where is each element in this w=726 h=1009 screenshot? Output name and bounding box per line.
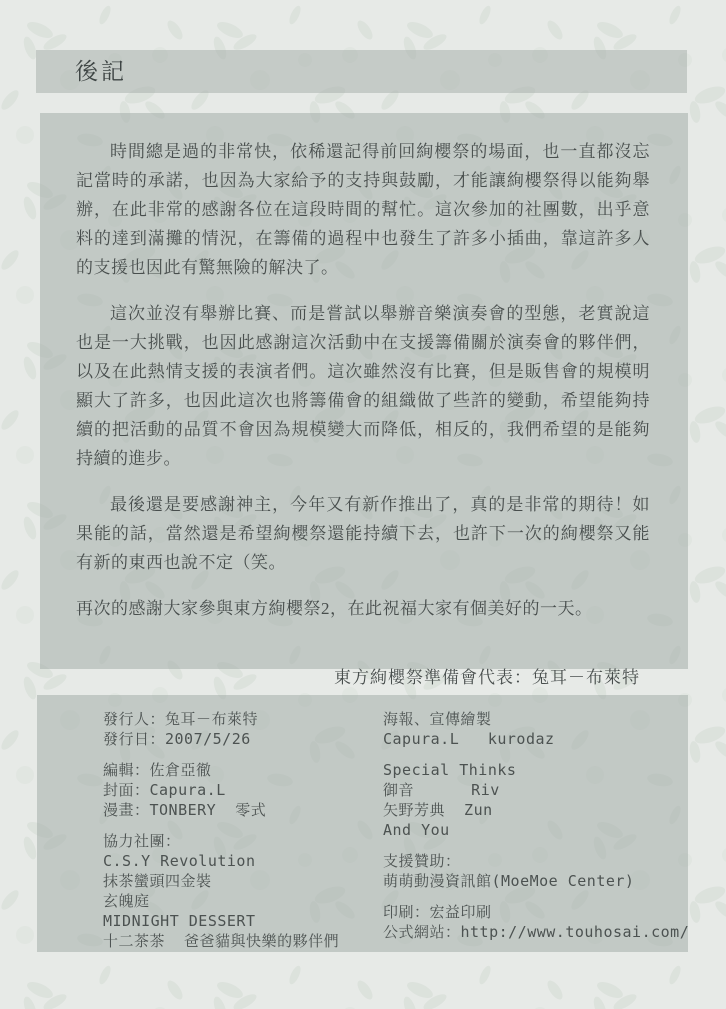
colophon-line: 十二茶茶 爸爸貓與快樂的夥伴們 (103, 932, 340, 950)
poster-art-group (383, 709, 689, 749)
publication-info-group (103, 709, 383, 749)
printing-website-group (383, 902, 689, 942)
colophon-line: 矢野芳典 Zun (383, 801, 493, 819)
colophon-line: 海報、宣傳繪製 (383, 710, 492, 728)
afterword-paragraph: 時間總是過的非常快，依稀還記得前回絢櫻祭的場面，也一直都沒忘記當時的承諾，也因為大家給予的支持與鼓勵，才能讓絢櫻祭得以能夠舉辦，在此非常的感謝各位在這段時間的幫忙。這次參加的社團數，出乎意料的達到滿攤的情況，在籌備的過程中也發生了許多小插曲，靠這許多人的支援也因此有驚無險的解決了。 (76, 142, 650, 277)
colophon-line: 御音 Riv (383, 781, 500, 799)
special-thanks-group (383, 760, 689, 840)
colophon-panel (37, 695, 688, 952)
colophon-left-column (103, 709, 383, 952)
colophon-line: And You (383, 821, 450, 839)
colophon-line: 印刷：宏益印刷 (383, 903, 492, 921)
colophon-line: 編輯：佐倉亞徹 (103, 761, 212, 779)
colophon-line: 發行人：兔耳－布萊特 (103, 710, 259, 728)
colophon-line: 發行日：2007/5/26 (103, 730, 251, 748)
afterword-paragraph: 再次的感謝大家參與東方絢櫻祭2，在此祝福大家有個美好的一天。 (76, 599, 593, 618)
colophon-line: MIDNIGHT DESSERT (103, 912, 256, 930)
colophon-line: C.S.Y Revolution (103, 852, 256, 870)
afterword-paragraph: 這次並沒有舉辦比賽、而是嘗試以舉辦音樂演奏會的型態，老實說這也是一大挑戰，也因此感謝這次活動中在支援籌備關於演奏會的夥伴們，以及在此熱情支援的表演者們。這次雖然沒有比賽，但是販售會的規模明顯大了許多，也因此這次也將籌備會的組織做了些許的變動，希望能夠持續的把活動的品質不會因為規模變大而降低，相反的，我們希望的是能夠持續的進步。 (76, 304, 650, 468)
colophon-line: 封面：Capura.L (103, 781, 226, 799)
page-title: 後記 (75, 59, 127, 84)
colophon-line: 漫畫：TONBERY 零式 (103, 801, 267, 819)
colophon-line: 玄魄庭 (103, 892, 150, 910)
title-band (36, 50, 687, 93)
afterword-paragraph: 最後還是要感謝神主，今年又有新作推出了，真的是非常的期待！如果能的話，當然還是希望絢櫻祭還能持續下去，也許下一次的絢櫻祭又能有新的東西也說不定（笑。 (76, 495, 650, 572)
sponsor-group (383, 851, 689, 891)
colophon-right-column (383, 709, 689, 952)
colophon-line: 抹茶蠻頭四金裝 (103, 872, 212, 890)
afterword-panel (40, 113, 688, 687)
cooperating-circles-group (103, 831, 383, 951)
colophon-line: 協力社團： (103, 832, 181, 850)
colophon-line: Capura.L kurodaz (383, 730, 555, 748)
colophon-line: 支援贊助： (383, 852, 461, 870)
colophon-line: 公式網站：http://www.touhosai.com/ (383, 923, 690, 941)
staff-group (103, 760, 383, 820)
signature-line: 東方絢櫻祭準備會代表：兔耳－布萊特 (334, 668, 640, 687)
colophon-line: Special Thinks (383, 761, 517, 779)
colophon-line: 萌萌動漫資訊館(MoeMoe Center) (383, 872, 635, 890)
